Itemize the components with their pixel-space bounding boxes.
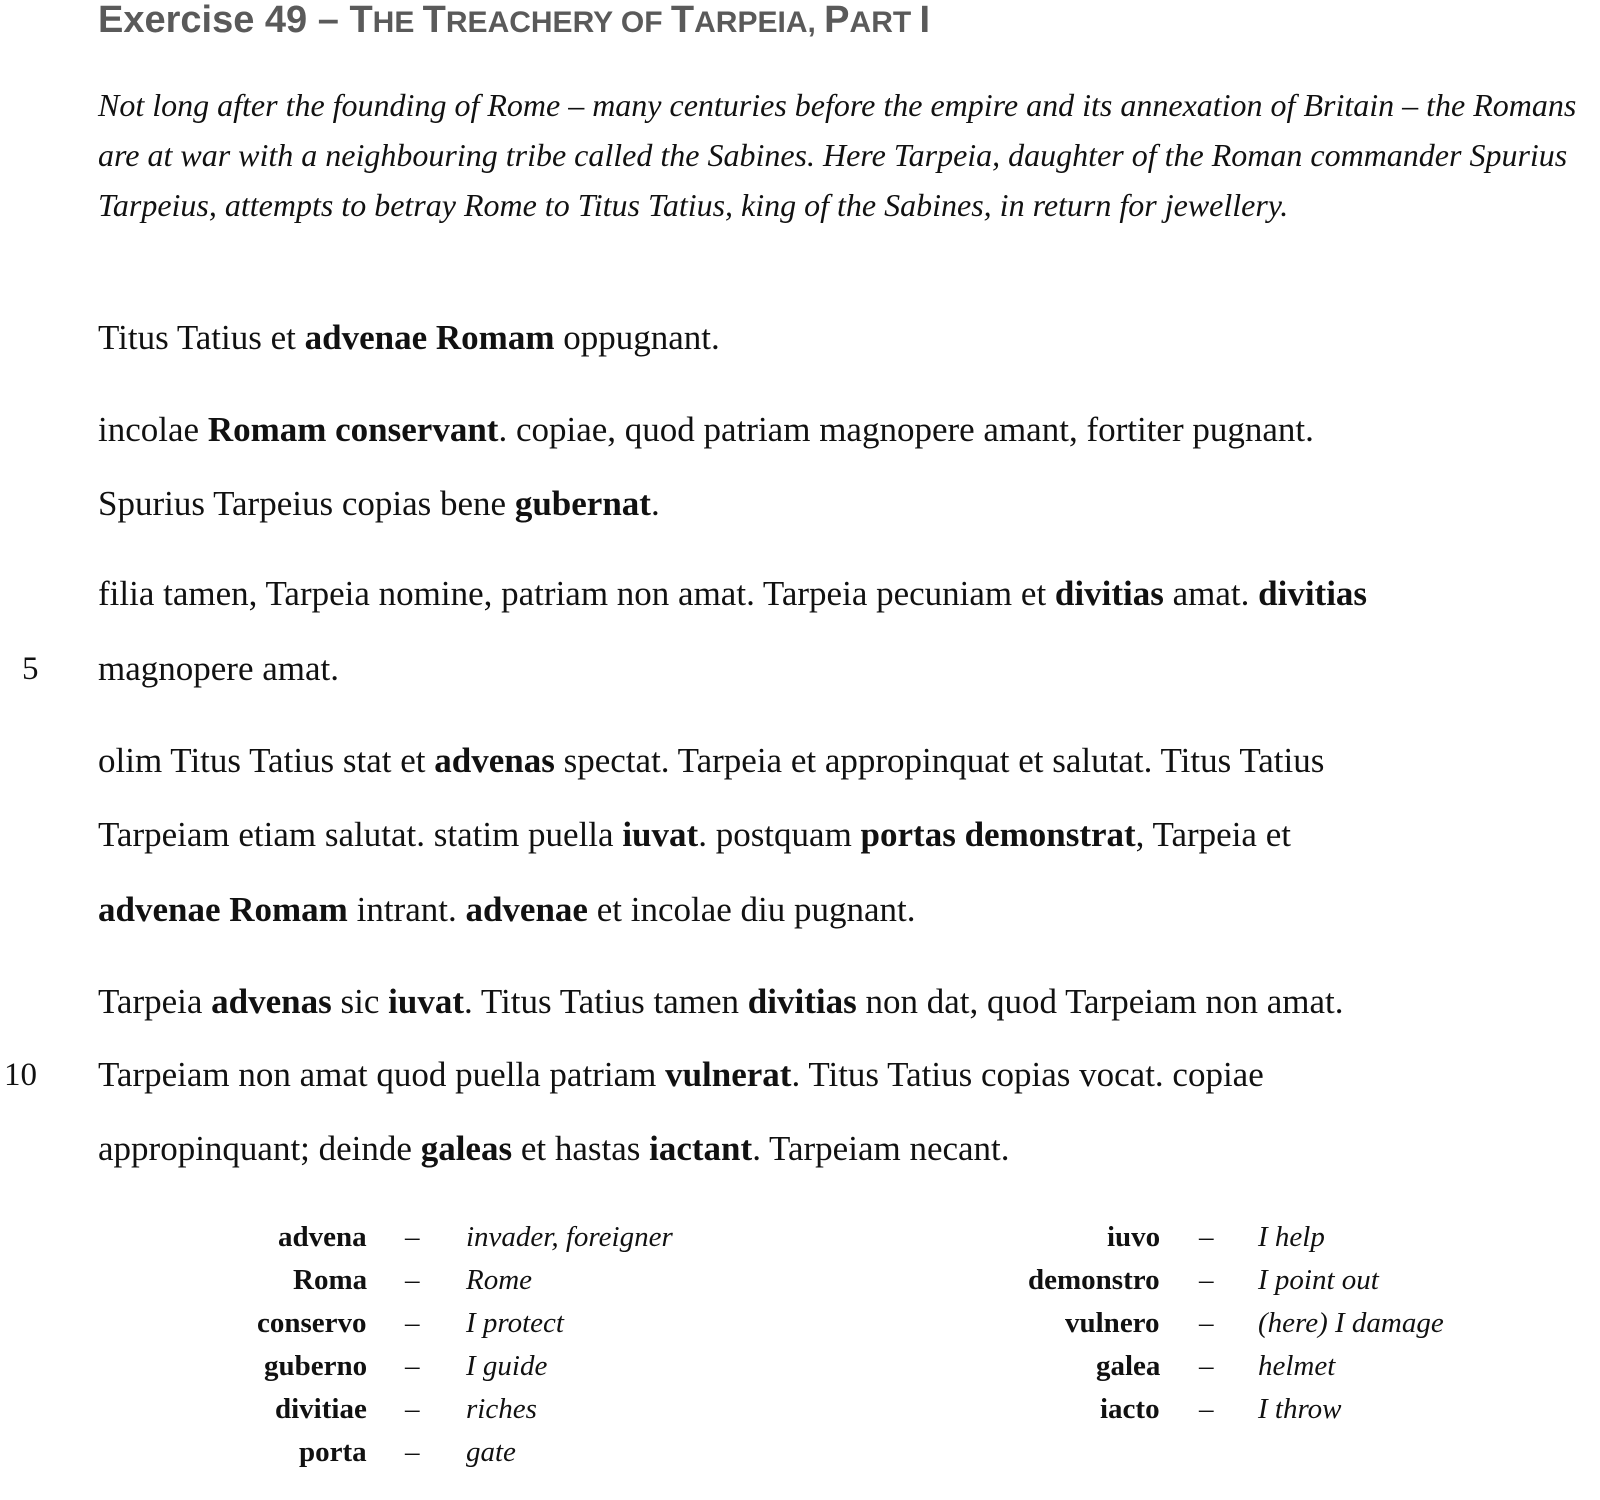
glossary-word: demonstro <box>1028 1264 1160 1296</box>
glossary-meaning: riches <box>466 1393 537 1425</box>
glossary-word: iuvo <box>1107 1221 1161 1253</box>
glossary-dash: – <box>405 1350 420 1382</box>
glossary-word: galea <box>1096 1350 1161 1382</box>
glossary-meaning: Rome <box>466 1264 533 1296</box>
glossary-meaning: (here) I damage <box>1258 1307 1444 1339</box>
passage-text: spectat. Tarpeia et appropinquat et salutat. Titus Tatius <box>554 741 1325 780</box>
glossary-meaning: I guide <box>466 1350 548 1382</box>
glossary-entry <box>0 1216 1500 1259</box>
passage-line <box>98 739 1324 783</box>
glossary-entry <box>0 1302 1500 1345</box>
glossary-meaning: helmet <box>1258 1350 1336 1382</box>
passage-text: Tarpeiam etiam salutat. statim puella <box>98 815 623 854</box>
glossary-word: vulnero <box>1065 1307 1160 1339</box>
passage-text: magnopere amat. <box>98 649 340 688</box>
glossed-word: vulnerat <box>665 1055 792 1094</box>
glossary-meaning: I help <box>1258 1221 1325 1253</box>
passage-line <box>98 1127 1010 1171</box>
passage-line <box>98 408 1314 452</box>
glossary-dash: – <box>1199 1350 1214 1382</box>
glossary-word: iacto <box>1100 1393 1160 1425</box>
glossary-entry <box>0 1388 1500 1431</box>
passage-text: . postquam <box>698 815 861 854</box>
passage-text: . Titus Tatius copias vocat. copiae <box>791 1055 1264 1094</box>
passage-text: intrant. <box>347 890 466 929</box>
passage-text: . Tarpeiam necant. <box>752 1129 1010 1168</box>
title-small-caps: REACHERY OF <box>445 6 671 39</box>
glossary-dash: – <box>1199 1307 1214 1339</box>
glossary-word: porta <box>299 1436 367 1468</box>
glossary-meaning: gate <box>466 1436 516 1468</box>
passage-line <box>98 482 660 526</box>
passage-text: amat. <box>1163 574 1259 613</box>
passage-text: . <box>650 484 660 523</box>
glossed-word: advenae <box>465 890 588 929</box>
exercise-title <box>98 0 930 45</box>
passage-line <box>98 647 339 691</box>
passage-line <box>98 980 1344 1024</box>
glossed-word: iuvat <box>388 982 465 1021</box>
glossary-meaning: I protect <box>466 1307 564 1339</box>
passage-text: . copiae, quod patriam magnopere amant, fortiter pugnant. <box>498 410 1314 449</box>
glossary-word: divitiae <box>275 1393 367 1425</box>
passage-text: Tarpeia <box>98 982 212 1021</box>
title-initial: T <box>670 0 695 41</box>
glossary-dash: – <box>405 1393 420 1425</box>
passage-text: Spurius Tarpeius copias bene <box>98 484 515 523</box>
glossed-word: iactant <box>649 1129 753 1168</box>
glossary-entry <box>0 1259 1500 1302</box>
glossary-meaning: I point out <box>1258 1264 1379 1296</box>
glossary-entry <box>0 1431 700 1474</box>
glossed-word: Romam conservant <box>207 410 499 449</box>
title-small-caps: ART <box>849 6 920 39</box>
glossed-word: advenas <box>211 982 332 1021</box>
glossary-dash: – <box>1199 1393 1214 1425</box>
glossed-word: gubernat <box>514 484 651 523</box>
glossed-word: advenae Romam <box>304 318 555 357</box>
title-prefix: Exercise 49 – <box>98 0 350 41</box>
glossed-word: advenas <box>434 741 555 780</box>
glossary-right-column <box>0 1216 1500 1431</box>
glossary-dash: – <box>405 1307 420 1339</box>
passage-text: appropinquant; deinde <box>98 1129 421 1168</box>
glossary-dash: – <box>405 1221 420 1253</box>
passage-text: et hastas <box>512 1129 650 1168</box>
passage-line <box>98 888 916 932</box>
glossed-word: portas demonstrat <box>860 815 1136 854</box>
passage-text: . Titus Tatius tamen <box>464 982 748 1021</box>
glossary-word: Roma <box>293 1264 368 1296</box>
line-number-5: 5 <box>22 651 39 687</box>
passage-text: Titus Tatius et <box>98 318 305 357</box>
passage-text: sic <box>331 982 389 1021</box>
title-initial: T <box>422 0 446 41</box>
glossed-word: divitias <box>1054 574 1164 613</box>
passage-text: , Tarpeia et <box>1135 815 1291 854</box>
passage-line <box>98 316 720 360</box>
glossed-word: divitias <box>747 982 857 1021</box>
line-number-10: 10 <box>4 1057 37 1093</box>
glossary-meaning: invader, foreigner <box>466 1221 673 1253</box>
glossed-word: advenae Romam <box>98 890 348 929</box>
passage-text: Tarpeiam non amat quod puella patriam <box>98 1055 666 1094</box>
glossary-word: advena <box>278 1221 367 1253</box>
title-small-caps: HE <box>372 6 423 39</box>
glossary-dash: – <box>1199 1264 1214 1296</box>
glossed-word: galeas <box>420 1129 513 1168</box>
glossary-dash: – <box>405 1436 420 1468</box>
glossed-word: iuvat <box>622 815 699 854</box>
passage-text: oppugnant. <box>554 318 720 357</box>
intro-paragraph: Not long after the founding of Rome – many centuries before the empire and its annexation of Britain – the Romans are at war with a neighbouring tribe called the Sabines. Here Tarpeia, daughter of the Roman commander Spurius Tarpeius, attempts to betray Rome to Titus Tatius, king of the Sabines, in return for jewellery. <box>98 87 1577 223</box>
passage-text: incolae <box>98 410 208 449</box>
title-small-caps: ARPEIA, <box>694 6 825 39</box>
title-initial: T <box>349 0 373 41</box>
glossary-dash: – <box>405 1264 420 1296</box>
passage-line <box>98 572 1367 616</box>
glossed-word: divitias <box>1258 574 1368 613</box>
title-initial: P <box>824 0 850 41</box>
glossary-dash: – <box>1199 1221 1214 1253</box>
passage-text: olim Titus Tatius stat et <box>98 741 435 780</box>
glossary-entry <box>0 1345 1500 1388</box>
glossary-word: guberno <box>264 1350 368 1382</box>
glossary-meaning: I throw <box>1258 1393 1342 1425</box>
title-initial: I <box>919 0 931 41</box>
passage-line <box>98 1053 1264 1097</box>
passage-text: filia tamen, Tarpeia nomine, patriam non amat. Tarpeia pecuniam et <box>98 574 1055 613</box>
passage-text: non dat, quod Tarpeiam non amat. <box>856 982 1344 1021</box>
passage-line <box>98 813 1291 857</box>
passage-text: et incolae diu pugnant. <box>587 890 916 929</box>
glossary-word: conservo <box>257 1307 367 1339</box>
